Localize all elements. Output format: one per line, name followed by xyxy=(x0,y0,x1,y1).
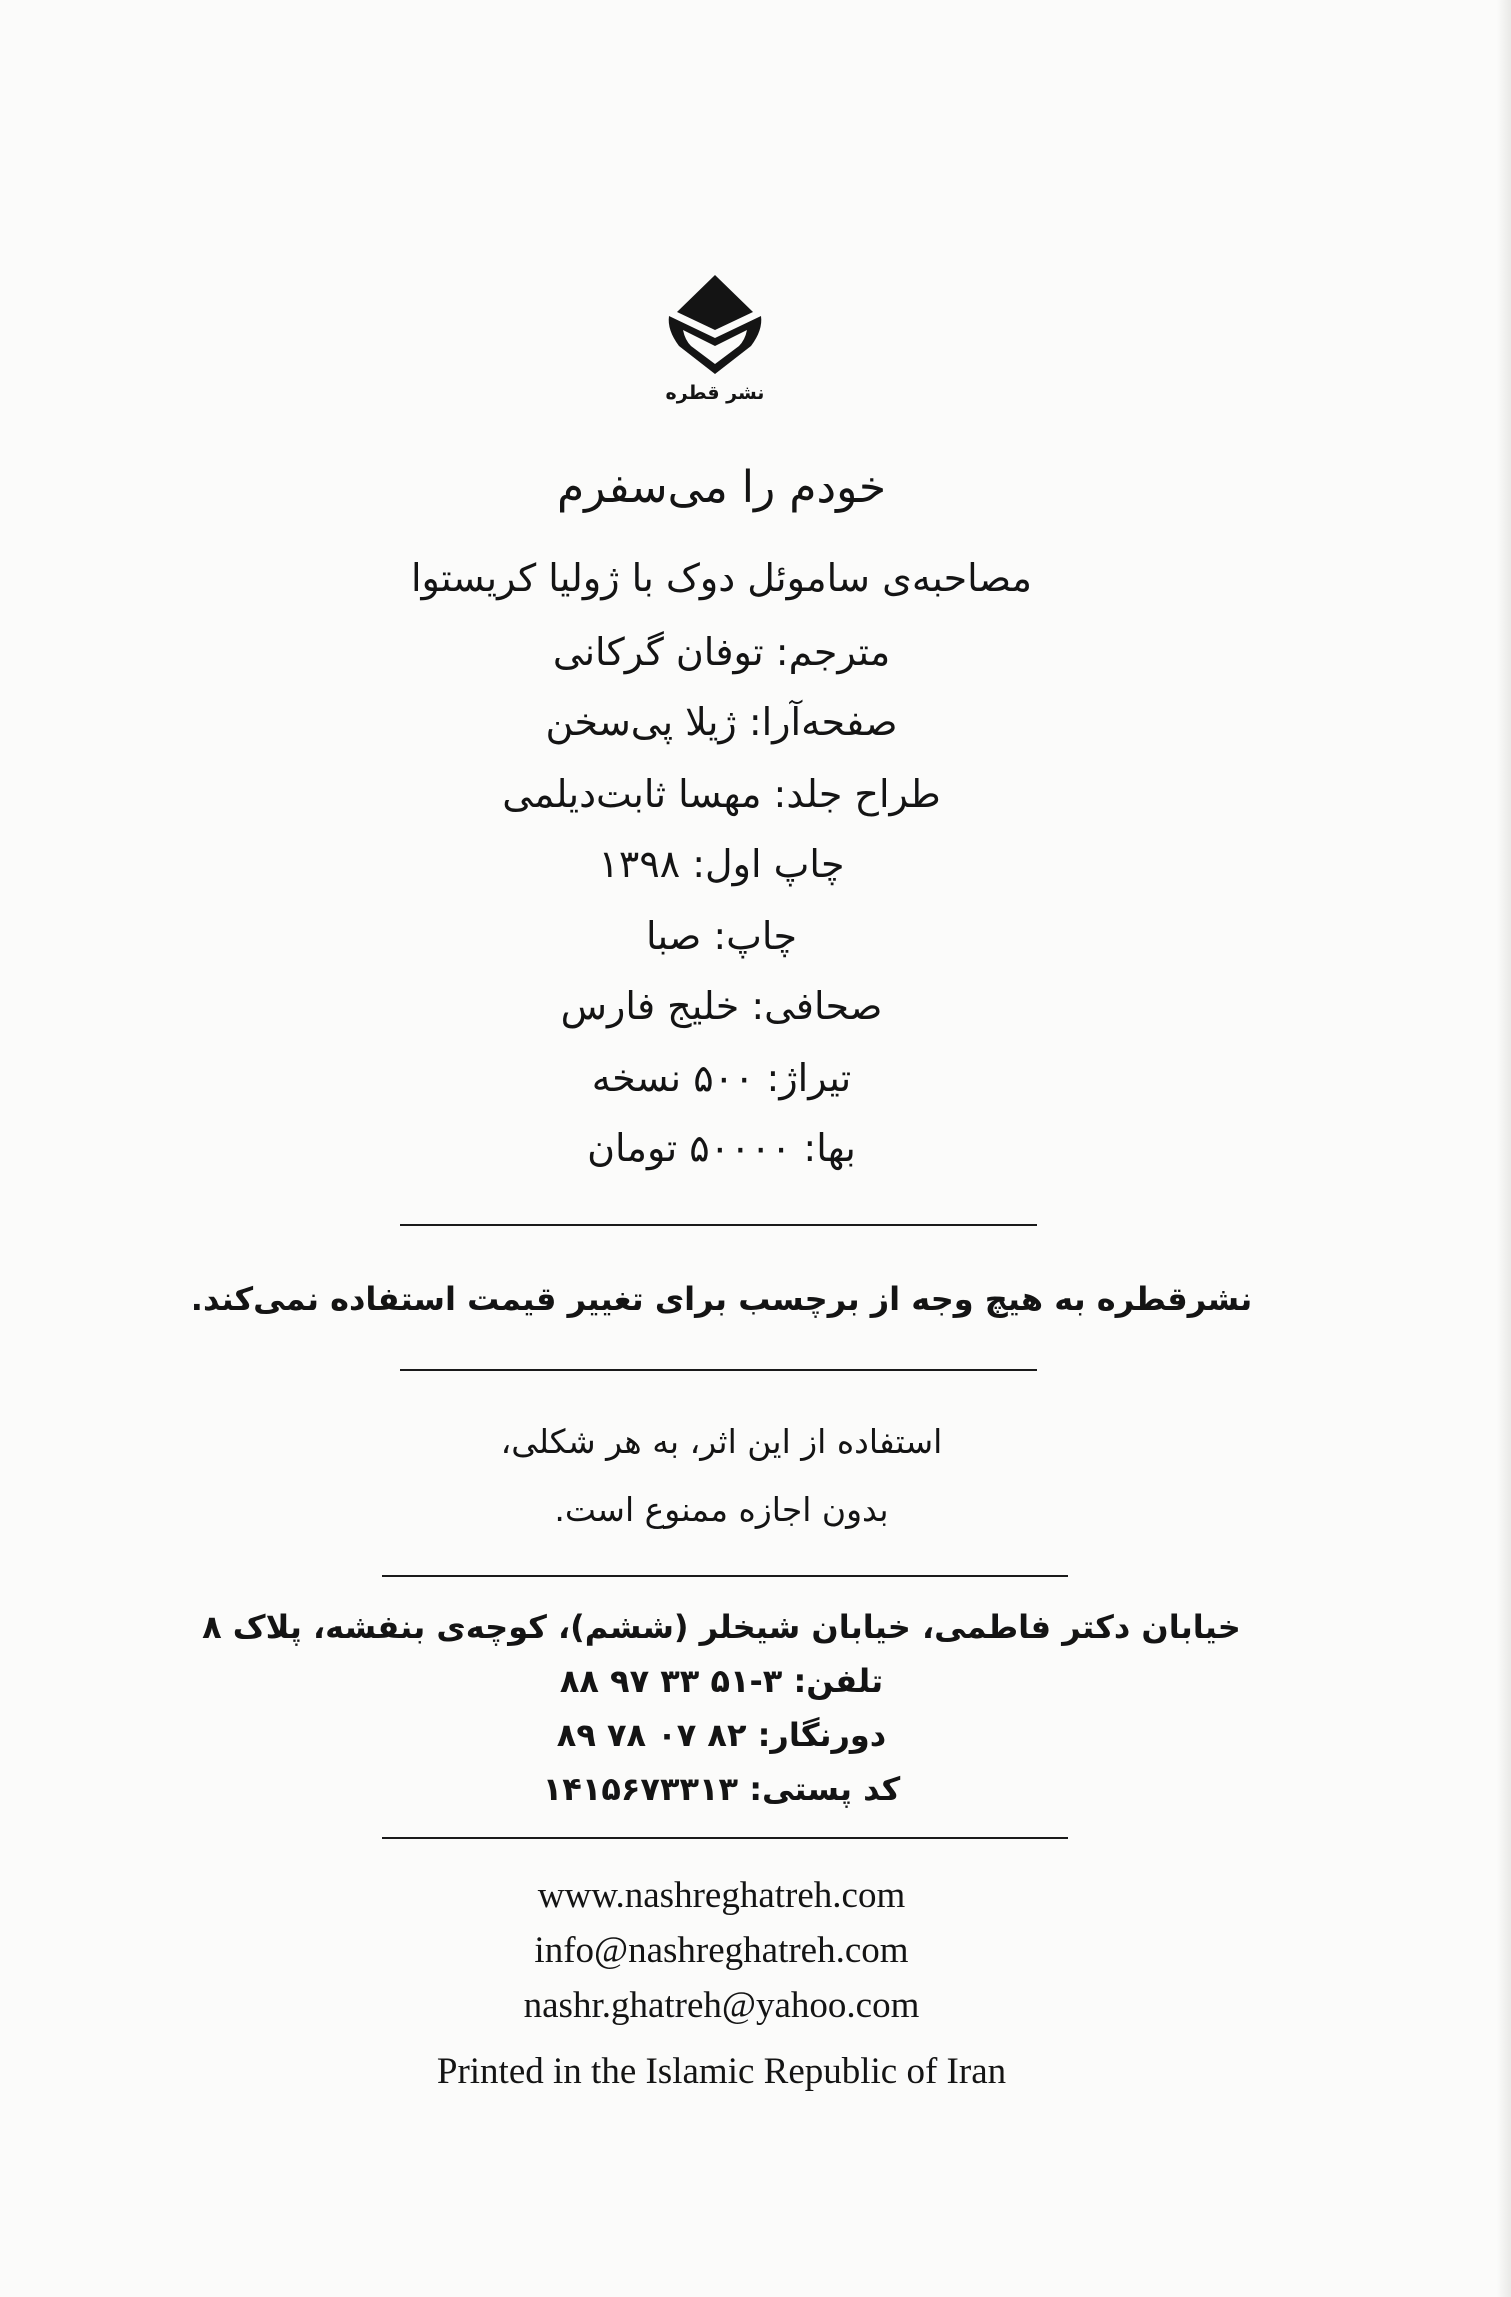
email-link-yahoo[interactable]: nashr.ghatreh@yahoo.com xyxy=(523,1985,920,2026)
divider-2 xyxy=(400,1369,1037,1371)
publisher-logo-label: نشر قطره xyxy=(665,382,765,404)
divider-3 xyxy=(382,1575,1068,1577)
printing-house: چاپ: صبا xyxy=(645,914,798,958)
divider-4 xyxy=(382,1837,1068,1839)
page-edge-shadow xyxy=(1497,0,1511,2297)
book-subtitle: مصاحبه‌ی ساموئل دوک با ژولیا کریستوا xyxy=(410,556,1033,600)
first-edition: چاپ اول: ۱۳۹۸ xyxy=(598,842,845,886)
price-sticker-notice: نشرقطره به هیچ وجه از برچسب برای تغییر قیمت استفاده نمی‌کند. xyxy=(190,1280,1253,1318)
cover-designer-credit: طراح جلد: مهسا ثابت‌دیلمی xyxy=(502,772,941,816)
publisher-postal-code: کد پستی: ۱۴۱۵۶۷۳۳۱۳ xyxy=(542,1770,901,1808)
book-title: خودم را می‌سفرم xyxy=(556,462,887,513)
publisher-logo xyxy=(655,270,775,420)
rights-line-1: استفاده از این اثر، به هر شکلی، xyxy=(500,1422,943,1461)
rights-line-2: بدون اجازه ممنوع است. xyxy=(554,1490,889,1529)
binding-house: صحافی: خلیج فارس xyxy=(560,984,883,1028)
translator-credit: مترجم: توفان گرکانی xyxy=(552,630,891,674)
print-run: تیراژ: ۵۰۰ نسخه xyxy=(591,1056,852,1100)
email-link-info[interactable]: info@nashreghatreh.com xyxy=(534,1930,909,1971)
drop-logo-icon xyxy=(655,270,775,380)
printed-in-note: Printed in the Islamic Republic of Iran xyxy=(436,2051,1007,2092)
layout-credit: صفحه‌آرا: ژیلا پی‌سخن xyxy=(545,700,898,744)
publisher-phone: تلفن: ۳-۵۱ ۳۳ ۹۷ ۸۸ xyxy=(559,1662,884,1700)
divider-1 xyxy=(400,1224,1037,1226)
publisher-address: خیابان دکتر فاطمی، خیابان شیخلر (ششم)، کوچه‌ی بنفشه، پلاک ۸ xyxy=(202,1608,1241,1646)
publisher-fax: دورنگار: ۸۲ ۰۷ ۷۸ ۸۹ xyxy=(556,1716,887,1754)
price: بها: ۵۰۰۰۰ تومان xyxy=(587,1126,856,1170)
website-link[interactable]: www.nashreghatreh.com xyxy=(537,1875,906,1916)
